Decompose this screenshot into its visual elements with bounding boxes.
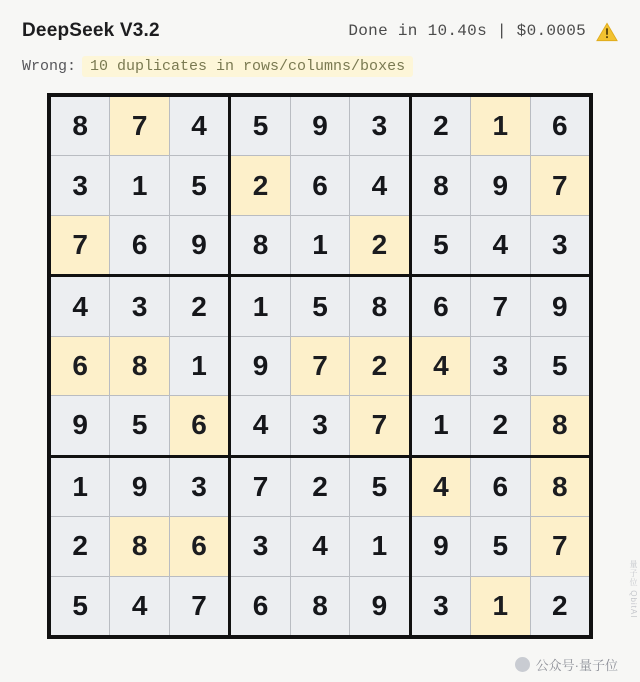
sudoku-cell[interactable] (231, 577, 289, 635)
sudoku-cell[interactable] (291, 97, 349, 155)
sudoku-cell[interactable] (231, 156, 289, 214)
sudoku-cell[interactable] (231, 97, 289, 155)
sudoku-cell[interactable] (471, 156, 529, 214)
sudoku-cell[interactable] (412, 396, 470, 454)
sudoku-cell-value: 9 (433, 530, 449, 562)
sudoku-cell-value: 1 (131, 169, 148, 201)
sudoku-cell-value: 1 (492, 589, 509, 621)
sudoku-cell-value: 7 (72, 229, 88, 261)
sudoku-cell[interactable] (531, 337, 589, 395)
sudoku-cell[interactable] (51, 216, 109, 274)
sudoku-cell[interactable] (471, 277, 529, 335)
sudoku-cell-value: 2 (312, 470, 328, 502)
validation-summary (0, 42, 640, 77)
side-credit-text: 量子位 QbitAI (629, 560, 638, 619)
sudoku-cell-value: 8 (551, 409, 568, 441)
sudoku-block (412, 277, 589, 454)
sudoku-cell[interactable] (110, 396, 168, 454)
sudoku-block (231, 97, 408, 274)
sudoku-cell-value: 6 (433, 290, 449, 322)
sudoku-cell[interactable] (170, 396, 228, 454)
sudoku-cell-value: 3 (252, 530, 269, 562)
sudoku-cell[interactable] (471, 337, 529, 395)
sudoku-cell-value: 6 (72, 349, 88, 381)
sudoku-cell[interactable] (51, 396, 109, 454)
sudoku-cell[interactable] (170, 337, 228, 395)
sudoku-cell-value: 4 (312, 530, 328, 562)
header-bar (0, 0, 640, 42)
sudoku-block (231, 458, 408, 635)
sudoku-cell[interactable] (51, 97, 109, 155)
sudoku-cell[interactable] (51, 577, 109, 635)
sudoku-cell-value: 5 (191, 169, 207, 201)
sudoku-cell-value: 7 (131, 110, 148, 142)
sudoku-cell-value: 4 (433, 470, 449, 502)
sudoku-cell[interactable] (350, 337, 408, 395)
sudoku-cell-value: 1 (72, 470, 88, 502)
sudoku-cell-value: 1 (252, 290, 269, 322)
sudoku-cell-value: 6 (492, 470, 509, 502)
sudoku-cell-value: 9 (492, 169, 509, 201)
sudoku-cell-value: 3 (191, 470, 207, 502)
sudoku-block (51, 458, 228, 635)
sudoku-cell-value: 8 (551, 470, 568, 502)
sudoku-block (51, 97, 228, 274)
sudoku-cell-value: 7 (551, 169, 568, 201)
sudoku-cell-value: 9 (191, 229, 207, 261)
sudoku-cell[interactable] (51, 458, 109, 516)
sudoku-cell[interactable] (471, 97, 529, 155)
sudoku-cell[interactable] (291, 337, 349, 395)
sudoku-cell-value: 2 (72, 530, 88, 562)
sudoku-cell[interactable] (531, 277, 589, 335)
sudoku-cell-value: 9 (551, 290, 568, 322)
sudoku-cell[interactable] (531, 156, 589, 214)
sudoku-cell-value: 9 (371, 589, 388, 621)
sudoku-cell-value: 8 (252, 229, 269, 261)
sudoku-cell[interactable] (412, 458, 470, 516)
sudoku-cell[interactable] (170, 277, 228, 335)
sudoku-cell-value: 1 (312, 229, 328, 261)
sudoku-cell-value: 2 (252, 169, 269, 201)
sudoku-cell[interactable] (531, 216, 589, 274)
sudoku-cell-value: 4 (131, 589, 148, 621)
sudoku-cell-value: 5 (492, 530, 509, 562)
sudoku-cell[interactable] (170, 216, 228, 274)
sudoku-cell[interactable] (51, 277, 109, 335)
sudoku-cell[interactable] (110, 216, 168, 274)
sudoku-cell[interactable] (110, 577, 168, 635)
sudoku-cell[interactable] (110, 458, 168, 516)
sudoku-cell-value: 2 (492, 409, 509, 441)
sudoku-cell[interactable] (471, 577, 529, 635)
watermark-logo-icon (515, 657, 530, 672)
sudoku-cell[interactable] (231, 517, 289, 575)
sudoku-cell-value: 6 (191, 530, 207, 562)
sudoku-cell-value: 3 (312, 409, 328, 441)
sudoku-cell-value: 1 (371, 530, 388, 562)
sudoku-cell-value: 5 (371, 470, 388, 502)
sudoku-cell[interactable] (471, 396, 529, 454)
sudoku-cell-value: 6 (131, 229, 148, 261)
sudoku-cell[interactable] (350, 277, 408, 335)
sudoku-cell[interactable] (412, 277, 470, 335)
sudoku-cell[interactable] (231, 277, 289, 335)
sudoku-block (231, 277, 408, 454)
sudoku-cell[interactable] (170, 517, 228, 575)
sudoku-cell[interactable] (291, 577, 349, 635)
sudoku-block (412, 458, 589, 635)
sudoku-cell-value: 7 (492, 290, 509, 322)
sudoku-cell-value: 9 (312, 110, 328, 142)
sudoku-cell-value: 4 (252, 409, 269, 441)
sudoku-cell-value: 4 (72, 290, 88, 322)
sudoku-cell[interactable] (350, 577, 408, 635)
sudoku-cell-value: 5 (131, 409, 148, 441)
header-status-group (348, 20, 618, 42)
sudoku-cell-value: 4 (433, 349, 449, 381)
sudoku-cell[interactable] (412, 577, 470, 635)
sudoku-cell[interactable] (291, 156, 349, 214)
sudoku-board[interactable] (47, 93, 593, 639)
sudoku-cell[interactable] (110, 517, 168, 575)
sudoku-block (412, 97, 589, 274)
sudoku-board-container (0, 77, 640, 639)
sudoku-cell-value: 9 (131, 470, 148, 502)
sudoku-cell[interactable] (110, 97, 168, 155)
sudoku-cell-value: 3 (492, 349, 509, 381)
model-name-label: DeepSeek V3.2 (22, 20, 160, 41)
sudoku-cell-value: 4 (191, 110, 207, 142)
sudoku-cell[interactable] (412, 97, 470, 155)
sudoku-cell-value: 4 (371, 169, 388, 201)
sudoku-cell-value: 1 (191, 349, 207, 381)
sudoku-cell-value: 8 (312, 589, 328, 621)
sudoku-cell[interactable] (412, 156, 470, 214)
sudoku-cell-value: 7 (371, 409, 388, 441)
sudoku-cell[interactable] (291, 517, 349, 575)
sudoku-cell[interactable] (350, 396, 408, 454)
sudoku-cell-value: 1 (492, 110, 509, 142)
sudoku-cell[interactable] (231, 396, 289, 454)
sudoku-cell-value: 3 (433, 589, 449, 621)
sudoku-cell-value: 1 (433, 409, 449, 441)
sudoku-cell-value: 6 (191, 409, 207, 441)
wrong-label: Wrong: (22, 58, 77, 75)
sudoku-cell-value: 5 (312, 290, 328, 322)
sudoku-cell[interactable] (531, 577, 589, 635)
sudoku-cell[interactable] (170, 156, 228, 214)
sudoku-cell[interactable] (291, 396, 349, 454)
sudoku-cell-value: 8 (131, 530, 148, 562)
sudoku-cell[interactable] (350, 156, 408, 214)
sudoku-cell[interactable] (291, 458, 349, 516)
sudoku-cell[interactable] (531, 97, 589, 155)
sudoku-cell-value: 2 (371, 229, 388, 261)
sudoku-cell[interactable] (531, 517, 589, 575)
sudoku-cell[interactable] (170, 458, 228, 516)
sudoku-cell-value: 2 (433, 110, 449, 142)
sudoku-cell-value: 8 (131, 349, 148, 381)
sudoku-cell-value: 2 (371, 349, 388, 381)
sudoku-cell[interactable] (170, 577, 228, 635)
sudoku-cell[interactable] (231, 337, 289, 395)
sudoku-cell-value: 5 (433, 229, 449, 261)
sudoku-cell-value: 2 (191, 290, 207, 322)
sudoku-cell-value: 9 (72, 409, 88, 441)
sudoku-cell[interactable] (350, 97, 408, 155)
sudoku-cell-value: 6 (252, 589, 269, 621)
sudoku-cell[interactable] (231, 216, 289, 274)
sudoku-cell-value: 7 (551, 530, 568, 562)
sudoku-cell[interactable] (51, 517, 109, 575)
sudoku-cell[interactable] (412, 517, 470, 575)
sudoku-cell[interactable] (231, 458, 289, 516)
sudoku-cell-value: 3 (72, 169, 88, 201)
sudoku-cell-value: 3 (551, 229, 568, 261)
sudoku-cell-value: 8 (72, 110, 88, 142)
sudoku-block (51, 277, 228, 454)
sudoku-cell[interactable] (110, 277, 168, 335)
sudoku-cell-value: 8 (371, 290, 388, 322)
sudoku-cell[interactable] (170, 97, 228, 155)
sudoku-cell[interactable] (291, 277, 349, 335)
sudoku-cell-value: 9 (252, 349, 269, 381)
sudoku-cell-value: 7 (252, 470, 269, 502)
sudoku-cell-value: 5 (551, 349, 568, 381)
sudoku-cell[interactable] (531, 396, 589, 454)
sudoku-cell[interactable] (412, 337, 470, 395)
sudoku-cell[interactable] (471, 216, 529, 274)
sudoku-cell-value: 3 (371, 110, 388, 142)
sudoku-cell[interactable] (471, 517, 529, 575)
sudoku-cell[interactable] (531, 458, 589, 516)
sudoku-cell-value: 5 (252, 110, 269, 142)
sudoku-cell[interactable] (350, 517, 408, 575)
wrong-detail-badge: 10 duplicates in rows/columns/boxes (82, 56, 413, 77)
run-status-label: Done in 10.40s | $0.0005 (348, 22, 586, 40)
watermark-text: 公众号·量子位 (535, 658, 618, 673)
sudoku-cell[interactable] (51, 337, 109, 395)
sudoku-cell[interactable] (412, 216, 470, 274)
sudoku-cell-value: 7 (312, 349, 328, 381)
watermark (515, 655, 618, 674)
sudoku-cell-value: 6 (312, 169, 328, 201)
sudoku-cell[interactable] (350, 216, 408, 274)
sudoku-cell[interactable] (350, 458, 408, 516)
warning-triangle-icon (596, 21, 618, 43)
sudoku-cell-value: 4 (492, 229, 509, 261)
sudoku-cell-value: 7 (191, 589, 207, 621)
sudoku-cell-value: 3 (131, 290, 148, 322)
sudoku-cell[interactable] (110, 156, 168, 214)
sudoku-cell-value: 5 (72, 589, 88, 621)
sudoku-cell[interactable] (51, 156, 109, 214)
sudoku-cell-value: 2 (551, 589, 568, 621)
sudoku-cell[interactable] (471, 458, 529, 516)
sudoku-cell-value: 6 (551, 110, 568, 142)
sudoku-cell[interactable] (291, 216, 349, 274)
sudoku-cell[interactable] (110, 337, 168, 395)
sudoku-cell-value: 8 (433, 169, 449, 201)
